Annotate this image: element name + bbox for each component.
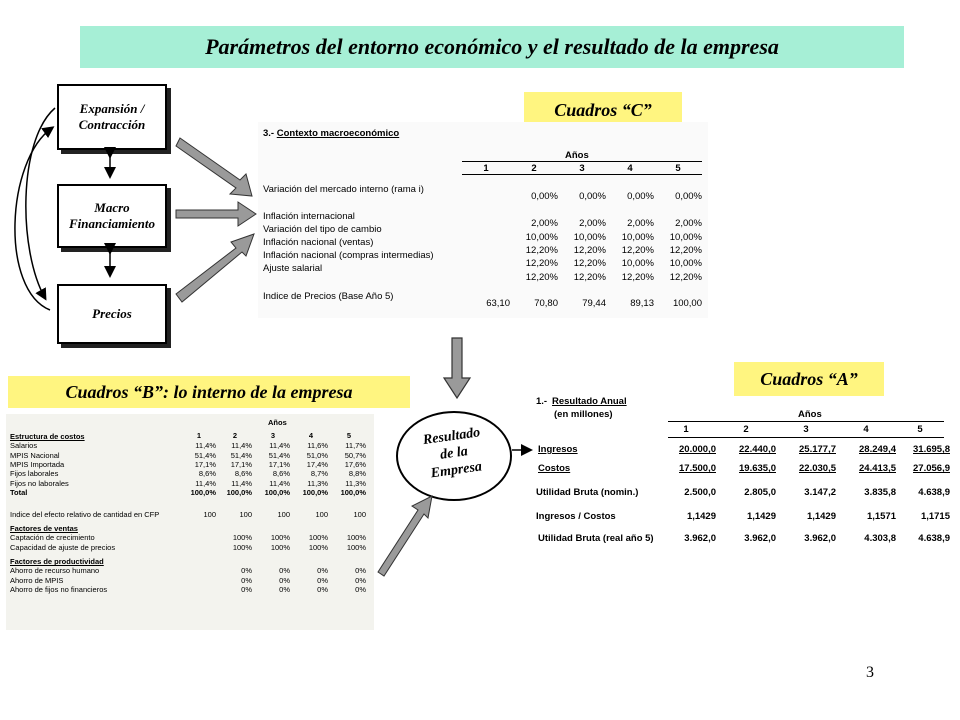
loop-arrow-icon xyxy=(26,108,55,298)
cuadros-c-label: Cuadros “C” xyxy=(524,92,682,128)
context-cell: 10,00% xyxy=(669,258,702,269)
result-cell: 4.303,8 xyxy=(864,533,896,544)
internal-cell: 17,1% xyxy=(268,459,290,469)
internal-row-label: Ahorro de MPIS xyxy=(10,575,64,585)
result-cell: 1,1429 xyxy=(686,511,716,522)
internal-cell: 100,0% xyxy=(190,487,216,497)
internal-cell: 100% xyxy=(270,533,290,543)
context-cell: 12,20% xyxy=(573,245,606,256)
context-cell: 2,00% xyxy=(675,218,702,229)
result-cell: 24.413,5 xyxy=(859,463,896,474)
internal-cell: 100,0% xyxy=(340,487,366,497)
macro-line2: Financiamiento xyxy=(69,216,155,231)
internal-cell: 11,4% xyxy=(269,441,290,451)
context-year-cell: 2 xyxy=(531,163,537,174)
context-cell: 63,10 xyxy=(486,298,510,309)
result-cell: 2.500,0 xyxy=(684,487,716,498)
internal-cell: 100,0% xyxy=(302,487,328,497)
context-cell: 12,20% xyxy=(669,245,702,256)
context-cell: 12,20% xyxy=(525,245,558,256)
context-row-label: Inflación nacional (compras intermedias) xyxy=(263,250,434,261)
context-row-label: Variación del mercado interno (rama i) xyxy=(263,184,424,195)
internal-cell: 0% xyxy=(317,584,328,594)
context-header-line xyxy=(462,161,702,162)
result-cell: 1,1571 xyxy=(866,511,896,522)
result-cell: 17.500,0 xyxy=(679,463,716,474)
internal-cell: 11,4% xyxy=(231,478,252,488)
context-header-line xyxy=(462,174,702,175)
context-cell: 12,20% xyxy=(573,272,606,283)
result-years-label: Años xyxy=(798,409,822,420)
internal-row-label: MPIS Importada xyxy=(10,459,65,469)
result-row-label: Utilidad Bruta (nomin.) xyxy=(536,487,639,498)
context-cell: 12,20% xyxy=(525,258,558,269)
internal-cell: 100,0% xyxy=(226,487,252,497)
context-cell: 12,20% xyxy=(621,245,654,256)
context-cell: 0,00% xyxy=(531,191,558,202)
result-year-cell: 2 xyxy=(743,424,749,435)
resultado-label: Resultado de la Empresa xyxy=(422,425,483,482)
internal-cell: 11,4% xyxy=(231,441,252,451)
context-cell: 10,00% xyxy=(525,232,558,243)
context-cell: 89,13 xyxy=(630,298,654,309)
internal-cell: 17,4% xyxy=(306,459,328,469)
context-cell: 10,00% xyxy=(669,232,702,243)
block-arrow-icon xyxy=(176,234,254,302)
context-year-cell: 4 xyxy=(627,163,633,174)
loop-arrow-icon xyxy=(15,128,52,310)
internal-cell: 100% xyxy=(346,542,366,552)
result-cell: 31.695,8 xyxy=(913,444,950,455)
context-cell: 2,00% xyxy=(579,218,606,229)
result-cell: 22.030,5 xyxy=(799,463,836,474)
result-cell: 3.147,2 xyxy=(804,487,836,498)
context-cell: 0,00% xyxy=(627,191,654,202)
internal-cell: 100 xyxy=(203,509,216,519)
internal-row-label: Captación de crecimiento xyxy=(10,533,95,543)
result-heading-num: 1.- xyxy=(536,396,548,407)
result-cell: 3.962,0 xyxy=(804,533,836,544)
internal-cell: 100% xyxy=(308,542,328,552)
internal-row-label: MPIS Nacional xyxy=(10,450,60,460)
result-year-cell: 3 xyxy=(803,424,809,435)
result-subheading: (en millones) xyxy=(554,409,613,420)
context-row-label: Inflación nacional (ventas) xyxy=(263,237,374,248)
internal-year-cell: 3 xyxy=(270,431,276,440)
result-cell: 25.177,7 xyxy=(799,444,836,455)
result-cell: 27.056,9 xyxy=(913,463,950,474)
internal-row-label: Salarios xyxy=(10,441,38,451)
cuadros-a-label: Cuadros “A” xyxy=(734,362,884,396)
internal-row-label: Indice del efecto relativo de cantidad en CFP xyxy=(10,509,160,519)
internal-cell: 11,3% xyxy=(345,478,366,488)
result-header-line xyxy=(668,421,944,422)
internal-cell: 51,0% xyxy=(306,450,328,460)
internal-cell: 0% xyxy=(279,584,290,594)
result-cell: 1,1429 xyxy=(806,511,836,522)
internal-year-cell: 4 xyxy=(308,431,314,440)
internal-cell: 0% xyxy=(355,575,366,585)
internal-cell: 11,4% xyxy=(195,478,216,488)
result-cell: 3.962,0 xyxy=(744,533,776,544)
internal-cell: 0% xyxy=(317,575,328,585)
internal-cell: 8,7% xyxy=(310,469,328,479)
result-cell: 4.638,9 xyxy=(918,487,950,498)
result-cell: 28.249,4 xyxy=(859,444,896,455)
internal-cell: 8,8% xyxy=(348,469,366,479)
context-cell: 70,80 xyxy=(534,298,558,309)
context-year-cell: 5 xyxy=(675,163,681,174)
result-cell: 4.638,9 xyxy=(918,533,950,544)
internal-cell: 100,0% xyxy=(264,487,290,497)
context-cell: 2,00% xyxy=(531,218,558,229)
internal-cell: 100 xyxy=(277,509,290,519)
internal-row-label: Ahorro de fijos no financieros xyxy=(10,584,108,594)
internal-cell: 17,1% xyxy=(230,459,252,469)
result-row-label: Costos xyxy=(538,463,571,474)
internal-cell: 100 xyxy=(353,509,366,519)
internal-year-cell: 5 xyxy=(346,431,352,440)
expansion-line1: Expansión / xyxy=(79,101,145,116)
internal-cell: 0% xyxy=(279,566,290,576)
block-arrow-icon xyxy=(176,138,252,196)
internal-cell: 17,6% xyxy=(344,459,366,469)
internal-cell: 11,3% xyxy=(307,478,328,488)
internal-section-heading: Factores de productividad xyxy=(10,557,104,567)
internal-years-label: Años xyxy=(268,418,287,427)
result-heading: Resultado Anual xyxy=(552,396,627,407)
internal-cell: 100% xyxy=(232,533,252,543)
macro-line1: Macro xyxy=(94,200,130,215)
context-year-cell: 1 xyxy=(483,163,489,174)
internal-row-label: Total xyxy=(10,487,28,497)
internal-cell: 100% xyxy=(232,542,252,552)
internal-row-label: Capacidad de ajuste de precios xyxy=(10,542,116,552)
result-cell: 3.835,8 xyxy=(864,487,896,498)
internal-cell: 8,6% xyxy=(234,469,252,479)
result-row-label: Utilidad Bruta (real año 5) xyxy=(538,533,654,544)
context-row-label: Variación del tipo de cambio xyxy=(263,224,382,235)
context-row-label: Ajuste salarial xyxy=(263,263,323,274)
context-year-cell: 3 xyxy=(579,163,585,174)
internal-cell: 0% xyxy=(241,566,252,576)
result-year-cell: 4 xyxy=(863,424,869,435)
internal-cell: 11,4% xyxy=(269,478,290,488)
result-cell: 1,1715 xyxy=(920,511,950,522)
page-title: Parámetros del entorno económico y el resultado de la empresa xyxy=(80,26,904,68)
context-cell: 12,20% xyxy=(525,272,558,283)
context-cell: 12,20% xyxy=(621,272,654,283)
internal-cell: 51,4% xyxy=(268,450,290,460)
result-row-label: Ingresos / Costos xyxy=(536,511,616,522)
block-arrow-icon xyxy=(176,202,256,226)
internal-cell: 50,7% xyxy=(344,450,366,460)
result-row-label: Ingresos xyxy=(538,444,578,455)
result-cell: 2.805,0 xyxy=(744,487,776,498)
internal-cell: 8,6% xyxy=(198,469,216,479)
precios-label: Precios xyxy=(92,306,132,321)
internal-cell: 100% xyxy=(346,533,366,543)
result-cell: 19.635,0 xyxy=(739,463,776,474)
context-cell: 0,00% xyxy=(579,191,606,202)
result-cell: 20.000,0 xyxy=(679,444,716,455)
internal-row-label: Ahorro de recurso humano xyxy=(10,566,100,576)
cuadros-b-label: Cuadros “B”: lo interno de la empresa xyxy=(8,376,410,408)
down-arrow-icon xyxy=(444,338,470,398)
internal-cell: 0% xyxy=(317,566,328,576)
context-years-label: Años xyxy=(565,150,589,161)
internal-cell: 100% xyxy=(270,542,290,552)
context-cell: 12,20% xyxy=(573,258,606,269)
result-year-cell: 1 xyxy=(683,424,689,435)
internal-section-heading: Factores de ventas xyxy=(10,524,78,534)
internal-cell: 0% xyxy=(355,584,366,594)
context-cell: 0,00% xyxy=(675,191,702,202)
context-row-label: Indice de Precios (Base Año 5) xyxy=(263,291,394,302)
internal-row-label: Fijos laborales xyxy=(10,469,59,479)
internal-year-cell: 2 xyxy=(232,431,238,440)
page-number: 3 xyxy=(866,664,874,681)
internal-cell: 17,1% xyxy=(194,459,216,469)
context-cell: 2,00% xyxy=(627,218,654,229)
result-cell: 1,1429 xyxy=(746,511,776,522)
internal-year-cell: 1 xyxy=(196,431,202,440)
context-cell: 12,20% xyxy=(669,272,702,283)
expansion-line2: Contracción xyxy=(78,117,146,132)
context-cell: 10,00% xyxy=(621,258,654,269)
internal-cell: 100% xyxy=(308,533,328,543)
internal-cell: 11,4% xyxy=(195,441,216,451)
context-row-label: Inflación internacional xyxy=(263,211,355,222)
internal-cell: 0% xyxy=(241,575,252,585)
context-cell: 100,00 xyxy=(672,298,702,309)
context-cell: 79,44 xyxy=(582,298,606,309)
internal-cell: 100 xyxy=(239,509,252,519)
context-cell: 10,00% xyxy=(621,232,654,243)
block-arrow-icon xyxy=(378,496,432,576)
internal-cell: 11,6% xyxy=(307,441,328,451)
internal-cell: 0% xyxy=(279,575,290,585)
context-heading: 3.- Contexto macroeconómico xyxy=(263,128,400,139)
internal-row-label: Fijos no laborales xyxy=(10,478,69,488)
internal-section-heading: Estructura de costos xyxy=(10,432,85,441)
result-header-line xyxy=(668,437,944,438)
result-cell: 22.440,0 xyxy=(739,444,776,455)
internal-cell: 0% xyxy=(355,566,366,576)
result-cell: 3.962,0 xyxy=(684,533,716,544)
internal-cell: 51,4% xyxy=(194,450,216,460)
internal-cell: 51,4% xyxy=(230,450,252,460)
result-year-cell: 5 xyxy=(917,424,923,435)
internal-cell: 11,7% xyxy=(345,441,366,451)
internal-cell: 8,6% xyxy=(272,469,290,479)
context-cell: 10,00% xyxy=(573,232,606,243)
internal-cell: 0% xyxy=(241,584,252,594)
internal-cell: 100 xyxy=(315,509,328,519)
